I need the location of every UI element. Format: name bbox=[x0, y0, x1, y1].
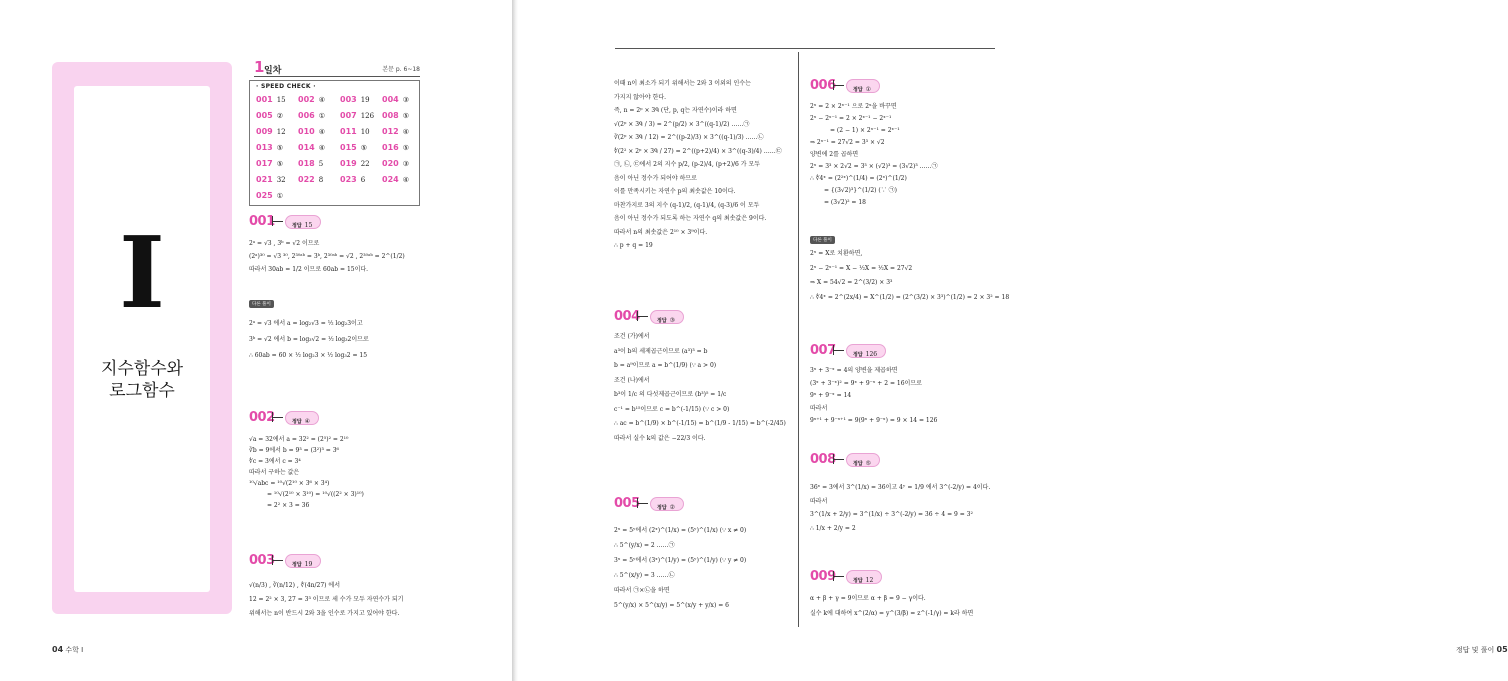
left-page bbox=[0, 0, 512, 681]
speed-check-num: 006 bbox=[298, 111, 315, 120]
speed-check-num: 008 bbox=[382, 111, 399, 120]
answer-label: 정답 bbox=[657, 505, 667, 511]
solution-line: 따라서 실수 k의 값은 −22/3 이다. bbox=[614, 434, 706, 442]
speed-check-item bbox=[382, 95, 409, 104]
speed-check-num: 005 bbox=[256, 111, 273, 120]
speed-check-item bbox=[340, 111, 374, 120]
chapter-numeral: I bbox=[119, 216, 165, 331]
speed-check-num: 017 bbox=[256, 159, 273, 168]
speed-check-item bbox=[256, 95, 286, 104]
answer-label: 정답 bbox=[657, 318, 667, 324]
speed-check-answer: 126 bbox=[360, 112, 375, 120]
answer-label: 정답 bbox=[853, 87, 863, 93]
solution-line: 따라서 bbox=[810, 404, 828, 412]
solution-line: ∴ 5^(x/y) = 3 ……㉡ bbox=[614, 572, 675, 579]
speed-check-item bbox=[298, 159, 323, 168]
chapter-banner-inner bbox=[74, 86, 210, 592]
solution-line: ∴ p + q = 19 bbox=[614, 242, 653, 249]
solution-line: 2ᵃ = √3 에서 a = log₂√3 = ½ log₂3이고 bbox=[249, 320, 363, 327]
speed-check-answer: 22 bbox=[360, 160, 370, 168]
solution-line: ∜(2² × 2ᵖ × 3ᑫ / 27) = 2^((p+2)/4) × 3^((q-3)/4) ……㉢ bbox=[614, 147, 782, 155]
answer-value: ⑤ bbox=[865, 460, 872, 467]
answer-badge bbox=[846, 453, 880, 467]
speed-check-answer: 19 bbox=[360, 96, 370, 104]
speed-check-num: 024 bbox=[382, 175, 399, 184]
answer-value: 126 bbox=[865, 351, 878, 358]
speed-check-num: 001 bbox=[256, 95, 273, 104]
header-line bbox=[638, 503, 648, 504]
solution-line: 2ˣ − 2ˣ⁻¹ = X − ½X = ½X = 27√2 bbox=[810, 264, 913, 272]
speed-check-item bbox=[256, 127, 286, 136]
speed-check-answer: ⑤ bbox=[402, 144, 409, 152]
day-header bbox=[254, 58, 420, 77]
speed-check-answer: ① bbox=[318, 112, 325, 120]
chapter-title bbox=[74, 358, 210, 402]
speed-check-num: 011 bbox=[340, 127, 357, 136]
solution-line: ¹⁰√abc = ¹⁰√(2¹⁰ × 3⁶ × 3⁴) bbox=[249, 480, 330, 487]
footer-right-text: 정답 및 풀이 bbox=[1456, 646, 1495, 654]
speed-check-item bbox=[298, 127, 325, 136]
day-label: 일차 bbox=[264, 66, 282, 76]
answer-value: 19 bbox=[304, 561, 313, 568]
answer-label: 정답 bbox=[853, 461, 863, 467]
solution-line: ⇒ 2ˣ⁻¹ = 27√2 = 3³ × √2 bbox=[810, 139, 885, 146]
speed-check-answer: ④ bbox=[318, 96, 325, 104]
solution-line: 3ˣ + 3⁻ˣ = 4의 양변을 제곱하면 bbox=[810, 367, 898, 374]
answer-value: ② bbox=[669, 504, 676, 511]
solution-line: ∴ 1/x + 2/y = 2 bbox=[810, 524, 856, 532]
speed-check-answer: 32 bbox=[276, 176, 286, 184]
speed-check-answer: ③ bbox=[402, 96, 409, 104]
speed-check-answer: 5 bbox=[318, 160, 324, 168]
solution-line: ㉠, ㉡, ㉢에서 2의 지수 p/2, (p-2)/4, (p+2)/6 가 모두 bbox=[614, 161, 761, 168]
solution-line: b = a⁹이므로 a = b^(1/9) (∵ a > 0) bbox=[614, 362, 717, 369]
page-number-right: 05 bbox=[1496, 645, 1508, 654]
solution-line: 2ˣ = X로 치환하면, bbox=[810, 250, 863, 257]
problem-number: 001 bbox=[249, 214, 275, 229]
answer-badge bbox=[285, 215, 321, 229]
answer-value: 12 bbox=[865, 577, 874, 584]
speed-check-item bbox=[382, 175, 409, 184]
speed-check-num: 016 bbox=[382, 143, 399, 152]
speed-check-num: 019 bbox=[340, 159, 357, 168]
speed-check-answer: ③ bbox=[402, 160, 409, 168]
solution-line: 2ˣ = 3³ × 2√2 = 3³ × (√2)³ = (3√2)³ ……㉠ bbox=[810, 163, 938, 170]
solution-line: ∴ 60ab = 60 × ½ log₂3 × ½ log₃2 = 15 bbox=[249, 352, 368, 359]
problem-number: 007 bbox=[810, 343, 836, 358]
speed-check-num: 021 bbox=[256, 175, 273, 184]
answer-label: 정답 bbox=[292, 562, 302, 568]
speed-check-num: 018 bbox=[298, 159, 315, 168]
solution-line: = {(3√2)³}^(1/2) (∵ ㉠) bbox=[824, 187, 897, 194]
header-line bbox=[273, 560, 283, 561]
chapter-title-line1: 지수함수와 bbox=[100, 359, 184, 379]
answer-value: ③ bbox=[669, 317, 676, 324]
header-line bbox=[834, 576, 844, 577]
answer-label: 정답 bbox=[292, 223, 302, 229]
solution-line: 음이 아닌 정수가 되도록 하는 자연수 q의 최솟값은 9이다. bbox=[614, 215, 767, 222]
header-line bbox=[834, 85, 844, 86]
speed-check-item bbox=[382, 143, 409, 152]
solution-line: ∴ ∜4ˣ = 2^(2x/4) = X^(1/2) = (2^(3/2) × 3³)^(1/2) = 2 × 3² = 18 bbox=[810, 293, 1010, 301]
solution-line: √a = 32에서 a = 32² = (2⁵)² = 2¹⁰ bbox=[249, 436, 349, 443]
solution-line: = ¹⁰√(2¹⁰ × 3¹⁰) = ¹⁰√((2² × 3)¹⁰) bbox=[267, 491, 364, 498]
solution-line: 위해서는 n이 반드시 2와 3을 인수로 가지고 있어야 한다. bbox=[249, 610, 400, 617]
solution-line: 12 = 2² × 3, 27 = 3³ 이므로 세 수가 모두 자연수가 되기 bbox=[249, 596, 404, 603]
solution-line: 따라서 bbox=[810, 497, 828, 505]
solution-line: 양변에 2를 곱하면 bbox=[810, 151, 859, 158]
alt-solution-tag: 다른 풀이 bbox=[810, 236, 835, 244]
solution-line: 9ˣ⁺¹ + 9⁻ˣ⁺¹ = 9(9ˣ + 9⁻ˣ) = 9 × 14 = 126 bbox=[810, 417, 938, 424]
solution-line: 실수 k에 대하여 x^(2/α) = y^(3/β) = z^(-1/γ) = k라 하면 bbox=[810, 610, 974, 617]
problem-number: 008 bbox=[810, 452, 836, 467]
solution-line: α + β + γ = 9이므로 α + β = 9 − γ이다. bbox=[810, 595, 926, 602]
speed-check-num: 003 bbox=[340, 95, 357, 104]
speed-check-num: 023 bbox=[340, 175, 357, 184]
speed-check-num: 009 bbox=[256, 127, 273, 136]
solution-line: b³이 1/c 의 다섯제곱근이므로 (b³)⁵ = 1/c bbox=[614, 391, 727, 398]
answer-badge bbox=[285, 554, 321, 568]
speed-check-item bbox=[256, 191, 283, 200]
speed-check-item bbox=[340, 127, 370, 136]
solution-line: 2ˣ = 5ʸ에서 (2ˣ)^(1/x) = (5ʸ)^(1/x) (∵ x ≠ 0) bbox=[614, 527, 747, 534]
right-top-rule bbox=[615, 48, 995, 49]
answer-value: ④ bbox=[304, 418, 311, 425]
speed-check-answer: ④ bbox=[402, 128, 409, 136]
solution-line: (3ˣ + 3⁻ˣ)² = 9ˣ + 9⁻ˣ + 2 = 16이므로 bbox=[810, 379, 922, 387]
solution-line: 따라서 n의 최솟값은 2¹⁰ × 3⁹이다. bbox=[614, 228, 708, 236]
solution-line: 음이 아닌 정수가 되어야 하므로 bbox=[614, 174, 697, 182]
problem-number: 003 bbox=[249, 553, 275, 568]
header-line bbox=[638, 316, 648, 317]
header-line bbox=[834, 459, 844, 460]
solution-line: 2ˣ = 2 × 2ˣ⁻¹ 으로 2ˣ을 바꾸면 bbox=[810, 103, 897, 110]
solution-line: 3ᵇ = √2 에서 b = log₃√2 = ½ log₃2이므로 bbox=[249, 336, 369, 343]
answer-label: 정답 bbox=[853, 578, 863, 584]
solution-line: = (2 − 1) × 2ˣ⁻¹ = 2ˣ⁻¹ bbox=[830, 127, 900, 134]
answer-badge bbox=[650, 310, 684, 324]
speed-check-answer: 8 bbox=[318, 176, 324, 184]
speed-check-answer: ⑤ bbox=[402, 112, 409, 120]
header-line bbox=[834, 350, 844, 351]
speed-check-item bbox=[256, 175, 286, 184]
speed-check-num: 020 bbox=[382, 159, 399, 168]
solution-line: 따라서 30ab = 1/2 이므로 60ab = 15이다. bbox=[249, 266, 369, 273]
speed-check-item bbox=[298, 143, 325, 152]
solution-line: 즉, n = 2ᵖ × 3ᑫ (단, p, q는 자연수)이라 하면 bbox=[614, 107, 737, 114]
solution-line: 9ˣ + 9⁻ˣ = 14 bbox=[810, 392, 852, 399]
problem-number: 006 bbox=[810, 78, 836, 93]
solution-line: 따라서 구하는 값은 bbox=[249, 469, 300, 476]
answer-badge bbox=[846, 570, 882, 584]
solution-line: 조건 (가)에서 bbox=[614, 333, 650, 340]
speed-check-item bbox=[340, 95, 370, 104]
day-number: 1 bbox=[254, 58, 265, 76]
solution-line: 36ˣ = 3에서 3^(1/x) = 36이고 4ʸ = 1/9 에서 3^(-2/y) = 4이다. bbox=[810, 484, 991, 491]
speed-check-num: 002 bbox=[298, 95, 315, 104]
speed-check-box bbox=[249, 80, 420, 206]
answer-badge bbox=[846, 79, 880, 93]
solution-line: 3^(1/x + 2/y) = 3^(1/x) ÷ 3^(-2/y) = 36 ÷ 4 = 9 = 3² bbox=[810, 511, 973, 518]
speed-check-item bbox=[382, 159, 409, 168]
speed-check-answer: ④ bbox=[318, 128, 325, 136]
speed-check-num: 012 bbox=[382, 127, 399, 136]
speed-check-item bbox=[256, 111, 283, 120]
speed-check-num: 007 bbox=[340, 111, 357, 120]
speed-check-num: 013 bbox=[256, 143, 273, 152]
solution-line: (2ᵃ)³⁰ = √3 ³⁰, 2³⁰ᵃᵇ = 3ᵇ, 2³⁰ᵃᵇ = √2 , 2³⁰ᵃᵇ = 2^(1/2) bbox=[249, 253, 405, 260]
alt-solution-tag: 다른 풀이 bbox=[249, 300, 274, 308]
solution-line: ∜c = 3에서 c = 3⁴ bbox=[249, 458, 301, 465]
speed-check-answer: ① bbox=[276, 192, 283, 200]
solution-line: c⁻¹ = b¹⁵이므로 c = b^(-1/15) (∵ c > 0) bbox=[614, 405, 730, 413]
solution-line: a³이 b의 세제곱근이므로 (a³)³ = b bbox=[614, 347, 708, 355]
speed-check-answer: ④ bbox=[318, 144, 325, 152]
solution-line: 조건 (나)에서 bbox=[614, 376, 650, 384]
footer-left-text: 수학 Ⅰ bbox=[65, 646, 84, 654]
solution-line: ∴ ∜4ˣ = (2²ˣ)^(1/4) = (2ˣ)^(1/2) bbox=[810, 175, 907, 182]
header-line bbox=[273, 221, 283, 222]
speed-check-answer: ④ bbox=[402, 176, 409, 184]
right-page bbox=[518, 0, 1508, 681]
solution-line: = 2² × 3 = 36 bbox=[267, 502, 310, 509]
solution-line: √(n/3) , ∛(n/12) , ∜(4n/27) 에서 bbox=[249, 582, 341, 589]
solution-line: √(2ᵖ × 3ᑫ / 3) = 2^(p/2) × 3^((q-1)/2) ……㉠ bbox=[614, 120, 750, 128]
solution-line: 3ˣ = 5ʸ에서 (3ˣ)^(1/y) = (5ʸ)^(1/y) (∵ y ≠ 0) bbox=[614, 557, 747, 564]
answer-badge bbox=[846, 344, 886, 358]
speed-check-num: 015 bbox=[340, 143, 357, 152]
solution-line: ∴ ac = b^(1/9) × b^(-1/15) = b^(1/9 - 1/15) = b^(-2/45) bbox=[614, 420, 786, 427]
answer-badge bbox=[285, 411, 319, 425]
speed-check-item bbox=[298, 111, 325, 120]
speed-check-answer: ⑤ bbox=[276, 160, 283, 168]
solution-line: ⇒ X = 54√2 = 2^(3/2) × 3³ bbox=[810, 279, 893, 286]
solution-line: ∴ 5^(y/x) = 2 ……㉠ bbox=[614, 542, 675, 549]
speed-check-title: · SPEED CHECK · bbox=[256, 83, 316, 90]
speed-check-item bbox=[256, 159, 283, 168]
speed-check-item bbox=[298, 175, 323, 184]
answer-value: 15 bbox=[304, 222, 313, 229]
speed-check-answer: 15 bbox=[276, 96, 286, 104]
speed-check-answer: ⑤ bbox=[360, 144, 367, 152]
speed-check-answer: ⑤ bbox=[276, 144, 283, 152]
answer-value: ① bbox=[865, 86, 872, 93]
speed-check-item bbox=[340, 175, 365, 184]
solution-line: = (3√2)² = 18 bbox=[824, 199, 866, 206]
day-page-ref: 본문 p. 6~18 bbox=[382, 66, 420, 73]
speed-check-answer: 6 bbox=[360, 176, 366, 184]
answer-label: 정답 bbox=[853, 352, 863, 358]
solution-line: 2ˣ − 2ˣ⁻¹ = 2 × 2ˣ⁻¹ − 2ˣ⁻¹ bbox=[810, 115, 892, 122]
speed-check-item bbox=[298, 95, 325, 104]
chapter-title-line2: 로그함수 bbox=[109, 381, 175, 401]
solution-line: 가지지 않아야 한다. bbox=[614, 93, 667, 101]
solution-line: ∛(2ᵖ × 3ᑫ / 12) = 2^((p-2)/3) × 3^((q-1)/3) ……㉡ bbox=[614, 134, 764, 141]
speed-check-num: 004 bbox=[382, 95, 399, 104]
speed-check-item bbox=[256, 143, 283, 152]
solution-line: 2ᵃ = √3 , 3ᵇ = √2 이므로 bbox=[249, 240, 320, 247]
speed-check-num: 022 bbox=[298, 175, 315, 184]
problem-number: 002 bbox=[249, 410, 275, 425]
solution-line: 마찬가지로 3의 지수 (q-1)/2, (q-1)/4, (q-3)/6 이 모두 bbox=[614, 201, 760, 209]
problem-number: 005 bbox=[614, 496, 640, 511]
solution-line: 따라서 ㉠×㉡을 하면 bbox=[614, 587, 670, 594]
answer-badge bbox=[650, 497, 684, 511]
column-separator bbox=[798, 52, 799, 627]
header-line bbox=[273, 417, 283, 418]
speed-check-item bbox=[340, 143, 367, 152]
answer-label: 정답 bbox=[292, 419, 302, 425]
speed-check-num: 025 bbox=[256, 191, 273, 200]
speed-check-answer: ② bbox=[276, 112, 283, 120]
speed-check-answer: 10 bbox=[360, 128, 370, 136]
speed-check-item bbox=[382, 111, 409, 120]
page-number-left: 04 bbox=[52, 645, 64, 654]
speed-check-item bbox=[382, 127, 409, 136]
speed-check-num: 010 bbox=[298, 127, 315, 136]
solution-line: 이때 n이 최소가 되기 위해서는 2와 3 이외의 인수는 bbox=[614, 80, 751, 87]
footer-right bbox=[1456, 645, 1508, 655]
speed-check-item bbox=[340, 159, 370, 168]
footer-left bbox=[52, 645, 83, 655]
solution-line: 이를 만족시키는 자연수 p의 최솟값은 10이다. bbox=[614, 188, 736, 195]
solution-line: ∛b = 9에서 b = 9³ = (3²)³ = 3⁶ bbox=[249, 447, 339, 454]
chapter-banner bbox=[52, 62, 232, 614]
solution-line: 5^(y/x) × 5^(x/y) = 5^(x/y + y/x) = 6 bbox=[614, 602, 729, 609]
speed-check-num: 014 bbox=[298, 143, 315, 152]
problem-number: 009 bbox=[810, 569, 836, 584]
speed-check-answer: 12 bbox=[276, 128, 286, 136]
problem-number: 004 bbox=[614, 309, 640, 324]
